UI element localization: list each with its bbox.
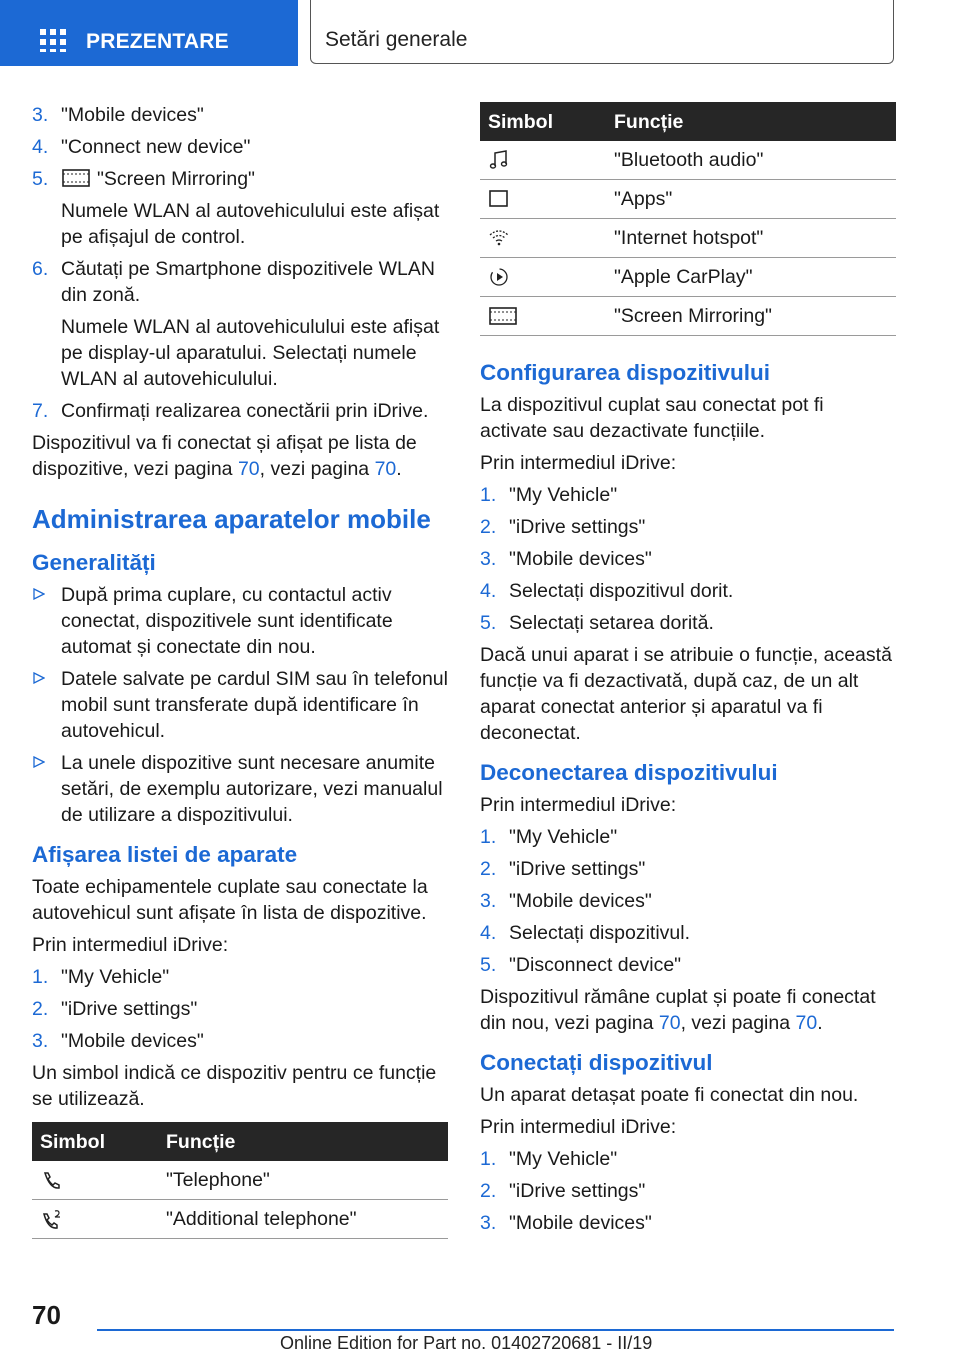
step-text: "Connect new device" bbox=[61, 136, 251, 158]
section-heading: Administrarea aparatelor mobile bbox=[32, 504, 431, 534]
paragraph: Prin intermediul iDrive: bbox=[480, 794, 677, 816]
triangle-bullet-icon bbox=[33, 756, 45, 768]
step-number: 5. bbox=[32, 168, 49, 190]
second-phone-icon bbox=[40, 1209, 62, 1229]
list-item bbox=[480, 1146, 896, 1172]
paragraph-text: . bbox=[817, 1012, 823, 1034]
page-link[interactable]: 70 bbox=[374, 458, 397, 480]
section-tab[interactable] bbox=[0, 0, 298, 66]
list-item bbox=[480, 1210, 896, 1236]
step-number: 4. bbox=[480, 580, 497, 602]
list-item bbox=[480, 546, 896, 572]
table-header-row bbox=[480, 102, 896, 141]
step-text: "Mobile devices" bbox=[61, 104, 204, 126]
step-text: "My Vehicle" bbox=[509, 1148, 618, 1170]
function-cell: "Internet hotspot" bbox=[614, 219, 896, 258]
list-item bbox=[480, 824, 896, 850]
step-text: "Mobile devices" bbox=[61, 1030, 204, 1052]
step-number: 5. bbox=[480, 954, 497, 976]
wifi-icon bbox=[488, 228, 510, 248]
page-link[interactable]: 70 bbox=[795, 1012, 818, 1034]
paragraph-text: , vezi pagina bbox=[259, 458, 375, 480]
step-text: "iDrive settings" bbox=[509, 1180, 646, 1202]
list-item bbox=[32, 256, 448, 392]
subsection-heading: Deconectarea dispozitivului bbox=[480, 760, 778, 785]
function-cell: "Screen Mirroring" bbox=[614, 297, 896, 336]
paragraph: Toate echipamentele cuplate sau conectate la autovehicul sunt afișate în lista de dispozitive. bbox=[32, 876, 428, 924]
list-item bbox=[32, 1028, 448, 1054]
page-link[interactable]: 70 bbox=[658, 1012, 681, 1034]
list-item bbox=[32, 964, 448, 990]
subsection-heading: Afișarea listei de aparate bbox=[32, 842, 298, 867]
table-row bbox=[32, 1200, 448, 1239]
bullet-item bbox=[32, 582, 448, 660]
left-column bbox=[32, 102, 448, 1239]
step-number: 5. bbox=[480, 612, 497, 634]
triangle-bullet-icon bbox=[33, 672, 45, 684]
function-cell: "Additional telephone" bbox=[166, 1200, 448, 1239]
grid-menu-icon bbox=[40, 29, 66, 51]
step-number: 3. bbox=[480, 1212, 497, 1234]
column-header: Funcție bbox=[166, 1130, 236, 1153]
paragraph: Prin intermediul iDrive: bbox=[480, 1116, 677, 1138]
table-row bbox=[480, 180, 896, 219]
section-title: PREZENTARE bbox=[86, 30, 229, 53]
list-item bbox=[480, 514, 896, 540]
step-number: 6. bbox=[32, 258, 49, 280]
column-header: Funcție bbox=[614, 110, 684, 133]
function-cell: "Apple CarPlay" bbox=[614, 258, 896, 297]
step-text: "Mobile devices" bbox=[509, 890, 652, 912]
step-number: 4. bbox=[480, 922, 497, 944]
table-row bbox=[32, 1161, 448, 1200]
carplay-icon bbox=[488, 267, 510, 287]
phone-icon bbox=[40, 1170, 62, 1190]
subsection-heading: Generalități bbox=[32, 550, 156, 575]
step-number: 1. bbox=[480, 1148, 497, 1170]
symbol-cell bbox=[480, 219, 614, 258]
table-header-row bbox=[32, 1122, 448, 1161]
step-text: "iDrive settings" bbox=[509, 516, 646, 538]
paragraph-text: Dispozitivul rămâne cuplat și poate fi conectat din nou, vezi pagina bbox=[480, 986, 876, 1034]
table-row bbox=[480, 258, 896, 297]
step-number: 2. bbox=[480, 1180, 497, 1202]
step-text: "Mobile devices" bbox=[509, 1212, 652, 1234]
step-number: 4. bbox=[32, 136, 49, 158]
table-row bbox=[480, 141, 896, 180]
symbol-table bbox=[480, 102, 896, 336]
chapter-tab[interactable] bbox=[310, 0, 894, 64]
step-text: "iDrive settings" bbox=[509, 858, 646, 880]
step-text: "Disconnect device" bbox=[509, 954, 682, 976]
table-row bbox=[480, 219, 896, 258]
step-text: "My Vehicle" bbox=[61, 966, 170, 988]
symbol-cell bbox=[32, 1200, 166, 1239]
paragraph: La dispozitivul cuplat sau conectat pot fi activate sau dezactivate funcțiile. bbox=[480, 394, 824, 442]
music-note-icon bbox=[488, 150, 510, 170]
screen-mirroring-icon bbox=[61, 168, 91, 188]
symbol-cell bbox=[480, 141, 614, 180]
step-number: 3. bbox=[32, 104, 49, 126]
paragraph: Prin intermediul iDrive: bbox=[32, 934, 229, 956]
symbol-cell bbox=[32, 1161, 166, 1200]
paragraph bbox=[32, 430, 448, 482]
list-item bbox=[480, 1178, 896, 1204]
right-column bbox=[480, 102, 896, 1242]
step-number: 1. bbox=[480, 826, 497, 848]
column-header: Simbol bbox=[40, 1130, 106, 1153]
step-note: Numele WLAN al autovehiculului este afișat pe afișajul de control. bbox=[61, 200, 440, 248]
paragraph: Dacă unui aparat i se atribuie o funcție, această funcție va fi dezactivată, după caz, de un alt aparat conectat anterior și aparatul va fi deconectat. bbox=[480, 644, 892, 744]
symbol-cell bbox=[480, 258, 614, 297]
paragraph-text: , vezi pagina bbox=[680, 1012, 796, 1034]
paragraph: Un simbol indică ce dispozitiv pentru ce funcție se utilizează. bbox=[32, 1062, 437, 1110]
paragraph: Un aparat detașat poate fi conectat din nou. bbox=[480, 1084, 859, 1106]
bullet-item bbox=[32, 666, 448, 744]
step-number: 1. bbox=[480, 484, 497, 506]
footer-divider bbox=[97, 1329, 894, 1331]
step-text: "Mobile devices" bbox=[509, 548, 652, 570]
step-number: 7. bbox=[32, 400, 49, 422]
step-text: "My Vehicle" bbox=[509, 484, 618, 506]
paragraph bbox=[480, 984, 896, 1036]
list-item bbox=[32, 102, 448, 128]
bullet-item bbox=[32, 750, 448, 828]
table-row bbox=[480, 297, 896, 336]
list-item bbox=[480, 578, 896, 604]
step-text: Selectați setarea dorită. bbox=[509, 612, 714, 634]
screen-mirroring-icon bbox=[488, 306, 518, 326]
apps-square-icon bbox=[488, 189, 510, 209]
symbol-cell bbox=[480, 180, 614, 219]
list-item bbox=[32, 134, 448, 160]
function-cell: "Apps" bbox=[614, 180, 896, 219]
subsection-heading: Conectați dispozitivul bbox=[480, 1050, 713, 1075]
page-header bbox=[0, 0, 960, 66]
paragraph-text: . bbox=[396, 458, 402, 480]
step-number: 3. bbox=[480, 548, 497, 570]
list-item bbox=[480, 888, 896, 914]
paragraph: Prin intermediul iDrive: bbox=[480, 452, 677, 474]
list-item bbox=[32, 166, 448, 250]
bullet-text: Datele salvate pe cardul SIM sau în telefonul mobil sunt transferate după identificare în autovehicul. bbox=[61, 668, 448, 742]
list-item bbox=[480, 856, 896, 882]
step-text: Căutați pe Smartphone dispozitivele WLAN din zonă. bbox=[61, 258, 435, 306]
step-number: 2. bbox=[32, 998, 49, 1020]
step-text: Confirmați realizarea conectării prin iDrive. bbox=[61, 400, 429, 422]
edition-note: Online Edition for Part no. 01402720681 - II/19 bbox=[280, 1333, 653, 1353]
step-note: Numele WLAN al autovehiculului este afișat pe display-ul aparatului. Selectați numele WLAN al autovehiculului. bbox=[61, 316, 440, 390]
chapter-title: Setări generale bbox=[325, 28, 468, 51]
list-item bbox=[480, 482, 896, 508]
step-number: 2. bbox=[480, 858, 497, 880]
list-item bbox=[480, 610, 896, 636]
column-header: Simbol bbox=[488, 110, 554, 133]
list-item bbox=[480, 952, 896, 978]
subsection-heading: Configurarea dispozitivului bbox=[480, 360, 771, 385]
bullet-text: După prima cuplare, cu contactul activ conectat, dispozitivele sunt identificate automat și conectate din nou. bbox=[61, 584, 393, 658]
list-item bbox=[32, 398, 448, 424]
paragraph-text: Dispozitivul va fi conectat și afișat pe lista de dispozitive, vezi pagina bbox=[32, 432, 417, 480]
step-number: 3. bbox=[32, 1030, 49, 1052]
function-cell: "Telephone" bbox=[166, 1161, 448, 1200]
page-number: 70 bbox=[32, 1300, 61, 1330]
step-number: 3. bbox=[480, 890, 497, 912]
step-text: "iDrive settings" bbox=[61, 998, 198, 1020]
bullet-text: La unele dispozitive sunt necesare anumite setări, de exemplu autorizare, vezi manualul de utilizare a dispozitivului. bbox=[61, 752, 443, 826]
list-item bbox=[32, 996, 448, 1022]
function-cell: "Bluetooth audio" bbox=[614, 141, 896, 180]
triangle-bullet-icon bbox=[33, 588, 45, 600]
list-item bbox=[480, 920, 896, 946]
step-text: "Screen Mirroring" bbox=[97, 168, 255, 190]
step-text: "My Vehicle" bbox=[509, 826, 618, 848]
step-number: 1. bbox=[32, 966, 49, 988]
page-link[interactable]: 70 bbox=[237, 458, 260, 480]
step-text: Selectați dispozitivul. bbox=[509, 922, 691, 944]
step-number: 2. bbox=[480, 516, 497, 538]
symbol-cell bbox=[480, 297, 614, 336]
symbol-table bbox=[32, 1122, 448, 1239]
step-text: Selectați dispozitivul dorit. bbox=[509, 580, 734, 602]
